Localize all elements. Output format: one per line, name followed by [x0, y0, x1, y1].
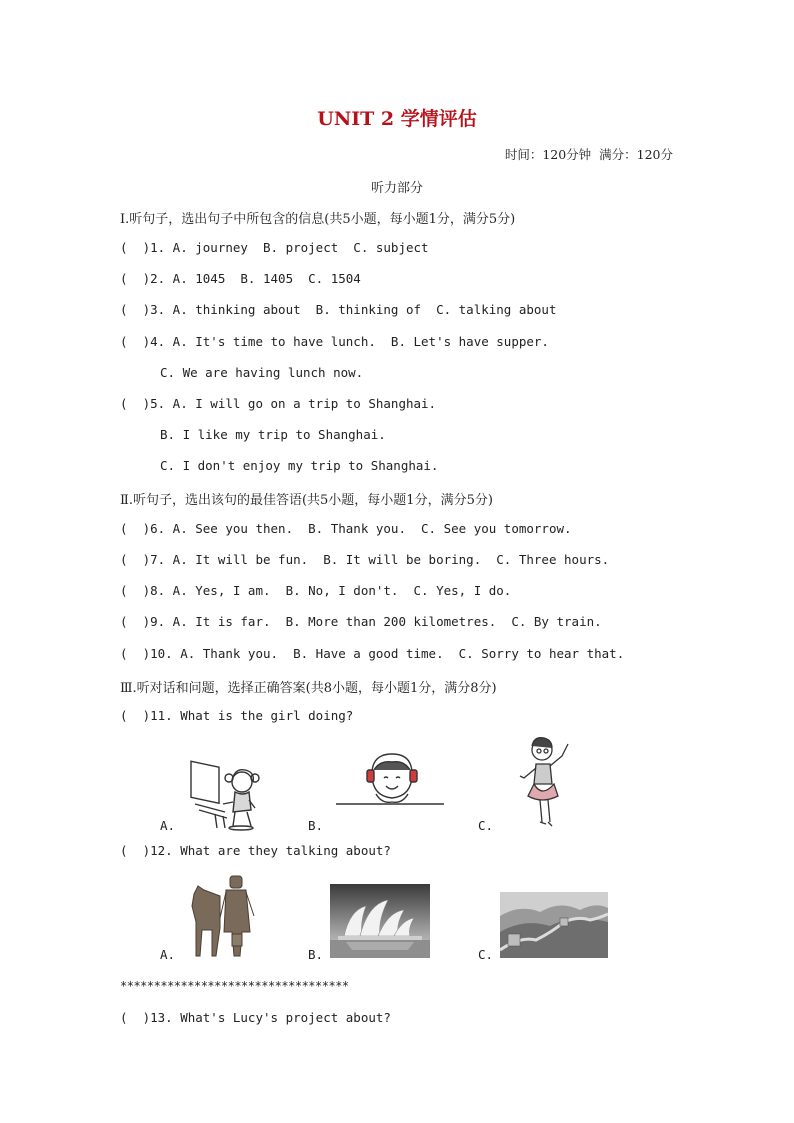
- question-4: ( )4. A. It's time to have lunch. B. Let's have supper.: [120, 334, 549, 349]
- question-10: ( )10. A. Thank you. B. Have a good time. C. Sorry to hear that.: [120, 646, 625, 661]
- q12-option-a-label: A.: [160, 947, 176, 962]
- sydney-opera-house-image: [330, 884, 430, 958]
- girl-dancing-image: [512, 736, 576, 830]
- question-13: ( )13. What's Lucy's project about?: [120, 1010, 391, 1025]
- section-3-heading: Ⅲ.听对话和问题，选择正确答案(共8小题，每小题1分，满分8分): [120, 681, 497, 696]
- q11-option-b-label: B.: [308, 818, 324, 833]
- girl-with-headphones-image: [336, 752, 444, 808]
- question-12: ( )12. What are they talking about?: [120, 843, 391, 858]
- question-7: ( )7. A. It will be fun. B. It will be boring. C. Three hours.: [120, 552, 610, 567]
- section-divider: **********************************: [120, 979, 349, 993]
- question-5-option-b: B. I like my trip to Shanghai.: [160, 427, 386, 442]
- question-5: ( )5. A. I will go on a trip to Shanghai.: [120, 396, 437, 411]
- great-wall-image: [500, 892, 608, 958]
- question-11: ( )11. What is the girl doing?: [120, 708, 354, 723]
- exam-meta: 时间：120分钟 满分：120分: [504, 147, 673, 162]
- girl-at-computer-image: [185, 752, 265, 832]
- question-4-option-c: C. We are having lunch now.: [160, 365, 364, 380]
- page-title: UNIT 2 学情评估: [317, 108, 477, 130]
- section-2-heading: Ⅱ.听句子，选出该句的最佳答语(共5小题，每小题1分，满分5分): [120, 493, 493, 508]
- q12-option-b-label: B.: [308, 947, 324, 962]
- terracotta-warriors-image: [190, 872, 262, 960]
- question-8: ( )8. A. Yes, I am. B. No, I don't. C. Yes, I do.: [120, 583, 512, 598]
- question-2: ( )2. A. 1045 B. 1405 C. 1504: [120, 271, 361, 286]
- question-6: ( )6. A. See you then. B. Thank you. C. See you tomorrow.: [120, 521, 572, 536]
- section-1-heading: Ⅰ.听句子，选出句子中所包含的信息(共5小题，每小题1分，满分5分): [120, 212, 516, 227]
- question-9: ( )9. A. It is far. B. More than 200 kilometres. C. By train.: [120, 614, 602, 629]
- part-heading: 听力部分: [370, 181, 423, 196]
- q12-option-c-label: C.: [478, 947, 494, 962]
- question-5-option-c: C. I don't enjoy my trip to Shanghai.: [160, 458, 439, 473]
- q11-option-c-label: C.: [478, 818, 494, 833]
- q11-option-a-label: A.: [160, 818, 176, 833]
- question-1: ( )1. A. journey B. project C. subject: [120, 240, 429, 255]
- question-3: ( )3. A. thinking about B. thinking of C. talking about: [120, 302, 557, 317]
